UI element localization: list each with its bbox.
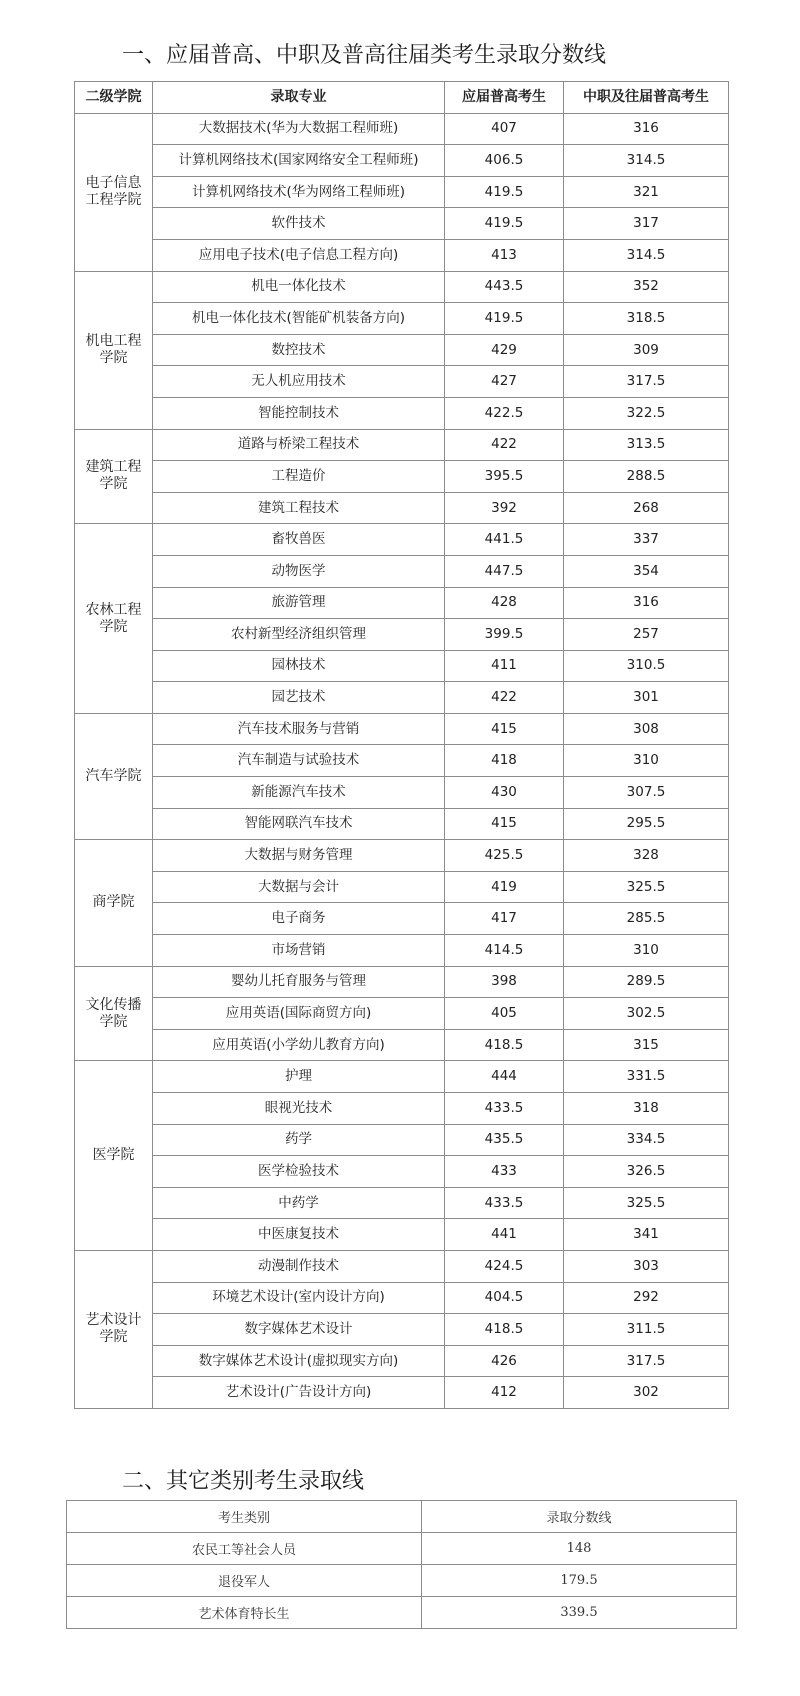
fresh-score-cell: 392 (445, 492, 564, 524)
table-row (75, 397, 729, 429)
major-cell: 数控技术 (153, 334, 445, 366)
fresh-score-cell: 418.5 (445, 1314, 564, 1346)
table-row (75, 303, 729, 335)
vocational-score-cell: 303 (564, 1250, 729, 1282)
department-cell: 商学院 (75, 840, 153, 966)
fresh-score-cell: 443.5 (445, 271, 564, 303)
major-cell: 智能控制技术 (153, 397, 445, 429)
table-row (75, 713, 729, 745)
table-row (75, 1314, 729, 1346)
department-cell: 汽车学院 (75, 713, 153, 839)
vocational-score-cell: 315 (564, 1029, 729, 1061)
table-row (75, 176, 729, 208)
major-cell: 畜牧兽医 (153, 524, 445, 556)
category-cell: 农民工等社会人员 (67, 1533, 422, 1565)
major-cell: 中药学 (153, 1187, 445, 1219)
fresh-score-cell: 419.5 (445, 303, 564, 335)
table-row (75, 113, 729, 145)
table-row (75, 461, 729, 493)
table-row (67, 1597, 737, 1629)
table-row (75, 1029, 729, 1061)
vocational-score-cell: 311.5 (564, 1314, 729, 1346)
major-cell: 计算机网络技术(国家网络安全工程师班) (153, 145, 445, 177)
table-row (75, 1345, 729, 1377)
vocational-score-cell: 307.5 (564, 777, 729, 809)
vocational-score-cell: 310 (564, 935, 729, 967)
vocational-score-cell: 295.5 (564, 808, 729, 840)
department-cell: 建筑工程学院 (75, 429, 153, 524)
vocational-score-cell: 325.5 (564, 871, 729, 903)
table-row (75, 1124, 729, 1156)
vocational-score-cell: 317 (564, 208, 729, 240)
vocational-score-cell: 317.5 (564, 1345, 729, 1377)
fresh-score-cell: 422 (445, 429, 564, 461)
fresh-score-cell: 395.5 (445, 461, 564, 493)
vocational-score-cell: 354 (564, 555, 729, 587)
table-header-row (75, 82, 729, 114)
vocational-score-cell: 318.5 (564, 303, 729, 335)
table-row (75, 1219, 729, 1251)
fresh-score-cell: 415 (445, 808, 564, 840)
major-cell: 机电一体化技术(智能矿机装备方向) (153, 303, 445, 335)
fresh-score-cell: 426 (445, 1345, 564, 1377)
vocational-score-cell: 325.5 (564, 1187, 729, 1219)
table-row (75, 271, 729, 303)
table-row (75, 682, 729, 714)
major-cell: 农村新型经济组织管理 (153, 619, 445, 651)
score-cell: 179.5 (422, 1565, 737, 1597)
admission-score-table (74, 81, 729, 1409)
vocational-score-cell: 328 (564, 840, 729, 872)
fresh-score-cell: 433.5 (445, 1093, 564, 1125)
header-department: 二级学院 (75, 82, 153, 114)
vocational-score-cell: 314.5 (564, 145, 729, 177)
major-cell: 艺术设计(广告设计方向) (153, 1377, 445, 1409)
vocational-score-cell: 302 (564, 1377, 729, 1409)
major-cell: 建筑工程技术 (153, 492, 445, 524)
department-cell: 机电工程学院 (75, 271, 153, 429)
vocational-score-cell: 326.5 (564, 1156, 729, 1188)
table-row (75, 1377, 729, 1409)
major-cell: 数字媒体艺术设计 (153, 1314, 445, 1346)
table-row (75, 903, 729, 935)
table-row (75, 145, 729, 177)
vocational-score-cell: 301 (564, 682, 729, 714)
major-cell: 护理 (153, 1061, 445, 1093)
major-cell: 机电一体化技术 (153, 271, 445, 303)
category-cell: 退役军人 (67, 1565, 422, 1597)
vocational-score-cell: 289.5 (564, 966, 729, 998)
fresh-score-cell: 424.5 (445, 1250, 564, 1282)
fresh-score-cell: 444 (445, 1061, 564, 1093)
vocational-score-cell: 334.5 (564, 1124, 729, 1156)
fresh-score-cell: 422 (445, 682, 564, 714)
header-score: 录取分数线 (422, 1501, 737, 1533)
table-row (75, 492, 729, 524)
fresh-score-cell: 405 (445, 998, 564, 1030)
major-cell: 园林技术 (153, 650, 445, 682)
major-cell: 智能网联汽车技术 (153, 808, 445, 840)
header-major: 录取专业 (153, 82, 445, 114)
fresh-score-cell: 398 (445, 966, 564, 998)
major-cell: 医学检验技术 (153, 1156, 445, 1188)
vocational-score-cell: 317.5 (564, 366, 729, 398)
fresh-score-cell: 428 (445, 587, 564, 619)
fresh-score-cell: 433 (445, 1156, 564, 1188)
fresh-score-cell: 417 (445, 903, 564, 935)
category-cell: 艺术体育特长生 (67, 1597, 422, 1629)
fresh-score-cell: 419 (445, 871, 564, 903)
fresh-score-cell: 415 (445, 713, 564, 745)
fresh-score-cell: 404.5 (445, 1282, 564, 1314)
table-row (75, 587, 729, 619)
table-row (75, 208, 729, 240)
table-row (75, 1093, 729, 1125)
table-body (67, 1533, 737, 1629)
fresh-score-cell: 419.5 (445, 176, 564, 208)
major-cell: 旅游管理 (153, 587, 445, 619)
table-row (75, 871, 729, 903)
fresh-score-cell: 407 (445, 113, 564, 145)
vocational-score-cell: 292 (564, 1282, 729, 1314)
vocational-score-cell: 268 (564, 492, 729, 524)
vocational-score-cell: 341 (564, 1219, 729, 1251)
table-row (75, 524, 729, 556)
vocational-score-cell: 309 (564, 334, 729, 366)
major-cell: 软件技术 (153, 208, 445, 240)
major-cell: 眼视光技术 (153, 1093, 445, 1125)
table-row (75, 619, 729, 651)
fresh-score-cell: 414.5 (445, 935, 564, 967)
table-body (75, 113, 729, 1408)
fresh-score-cell: 406.5 (445, 145, 564, 177)
vocational-score-cell: 257 (564, 619, 729, 651)
header-fresh-score: 应届普高考生 (445, 82, 564, 114)
table-row (75, 1282, 729, 1314)
vocational-score-cell: 321 (564, 176, 729, 208)
major-cell: 汽车技术服务与营销 (153, 713, 445, 745)
vocational-score-cell: 310.5 (564, 650, 729, 682)
score-cell: 339.5 (422, 1597, 737, 1629)
major-cell: 道路与桥梁工程技术 (153, 429, 445, 461)
vocational-score-cell: 285.5 (564, 903, 729, 935)
table-row (75, 1250, 729, 1282)
fresh-score-cell: 425.5 (445, 840, 564, 872)
table-header-row (67, 1501, 737, 1533)
vocational-score-cell: 313.5 (564, 429, 729, 461)
vocational-score-cell: 318 (564, 1093, 729, 1125)
fresh-score-cell: 447.5 (445, 555, 564, 587)
department-cell: 医学院 (75, 1061, 153, 1251)
department-cell: 文化传播学院 (75, 966, 153, 1061)
department-cell: 农林工程学院 (75, 524, 153, 714)
vocational-score-cell: 308 (564, 713, 729, 745)
fresh-score-cell: 413 (445, 239, 564, 271)
table-row (75, 239, 729, 271)
major-cell: 大数据与财务管理 (153, 840, 445, 872)
table-row (75, 840, 729, 872)
major-cell: 大数据与会计 (153, 871, 445, 903)
fresh-score-cell: 418.5 (445, 1029, 564, 1061)
score-cell: 148 (422, 1533, 737, 1565)
major-cell: 数字媒体艺术设计(虚拟现实方向) (153, 1345, 445, 1377)
major-cell: 药学 (153, 1124, 445, 1156)
major-cell: 应用英语(国际商贸方向) (153, 998, 445, 1030)
header-vocational-score: 中职及往届普高考生 (564, 82, 729, 114)
table-row (75, 777, 729, 809)
fresh-score-cell: 433.5 (445, 1187, 564, 1219)
table-row (75, 808, 729, 840)
vocational-score-cell: 322.5 (564, 397, 729, 429)
table-row (75, 998, 729, 1030)
major-cell: 动漫制作技术 (153, 1250, 445, 1282)
fresh-score-cell: 411 (445, 650, 564, 682)
major-cell: 新能源汽车技术 (153, 777, 445, 809)
major-cell: 应用英语(小学幼儿教育方向) (153, 1029, 445, 1061)
table-row (75, 650, 729, 682)
table-row (67, 1565, 737, 1597)
table-row (75, 429, 729, 461)
table-row (75, 1156, 729, 1188)
major-cell: 应用电子技术(电子信息工程方向) (153, 239, 445, 271)
fresh-score-cell: 418 (445, 745, 564, 777)
major-cell: 无人机应用技术 (153, 366, 445, 398)
vocational-score-cell: 316 (564, 587, 729, 619)
major-cell: 园艺技术 (153, 682, 445, 714)
major-cell: 环境艺术设计(室内设计方向) (153, 1282, 445, 1314)
table-row (75, 1061, 729, 1093)
fresh-score-cell: 399.5 (445, 619, 564, 651)
major-cell: 计算机网络技术(华为网络工程师班) (153, 176, 445, 208)
fresh-score-cell: 412 (445, 1377, 564, 1409)
vocational-score-cell: 316 (564, 113, 729, 145)
other-category-table (66, 1500, 737, 1629)
table-row (75, 555, 729, 587)
fresh-score-cell: 441 (445, 1219, 564, 1251)
fresh-score-cell: 441.5 (445, 524, 564, 556)
major-cell: 动物医学 (153, 555, 445, 587)
major-cell: 市场营销 (153, 935, 445, 967)
vocational-score-cell: 288.5 (564, 461, 729, 493)
vocational-score-cell: 337 (564, 524, 729, 556)
fresh-score-cell: 430 (445, 777, 564, 809)
fresh-score-cell: 422.5 (445, 397, 564, 429)
vocational-score-cell: 302.5 (564, 998, 729, 1030)
major-cell: 汽车制造与试验技术 (153, 745, 445, 777)
fresh-score-cell: 435.5 (445, 1124, 564, 1156)
fresh-score-cell: 427 (445, 366, 564, 398)
major-cell: 婴幼儿托育服务与管理 (153, 966, 445, 998)
table-row (67, 1533, 737, 1565)
table-row (75, 366, 729, 398)
table-row (75, 966, 729, 998)
major-cell: 电子商务 (153, 903, 445, 935)
section1-title: 一、应届普高、中职及普高往届类考生录取分数线 (122, 43, 607, 68)
major-cell: 大数据技术(华为大数据工程师班) (153, 113, 445, 145)
major-cell: 中医康复技术 (153, 1219, 445, 1251)
fresh-score-cell: 419.5 (445, 208, 564, 240)
department-cell: 艺术设计学院 (75, 1250, 153, 1408)
table-row (75, 935, 729, 967)
major-cell: 工程造价 (153, 461, 445, 493)
table-row (75, 334, 729, 366)
vocational-score-cell: 331.5 (564, 1061, 729, 1093)
section2-title: 二、其它类别考生录取线 (122, 1469, 365, 1494)
vocational-score-cell: 352 (564, 271, 729, 303)
vocational-score-cell: 310 (564, 745, 729, 777)
fresh-score-cell: 429 (445, 334, 564, 366)
vocational-score-cell: 314.5 (564, 239, 729, 271)
table-row (75, 1187, 729, 1219)
table-row (75, 745, 729, 777)
department-cell: 电子信息工程学院 (75, 113, 153, 271)
header-category: 考生类别 (67, 1501, 422, 1533)
